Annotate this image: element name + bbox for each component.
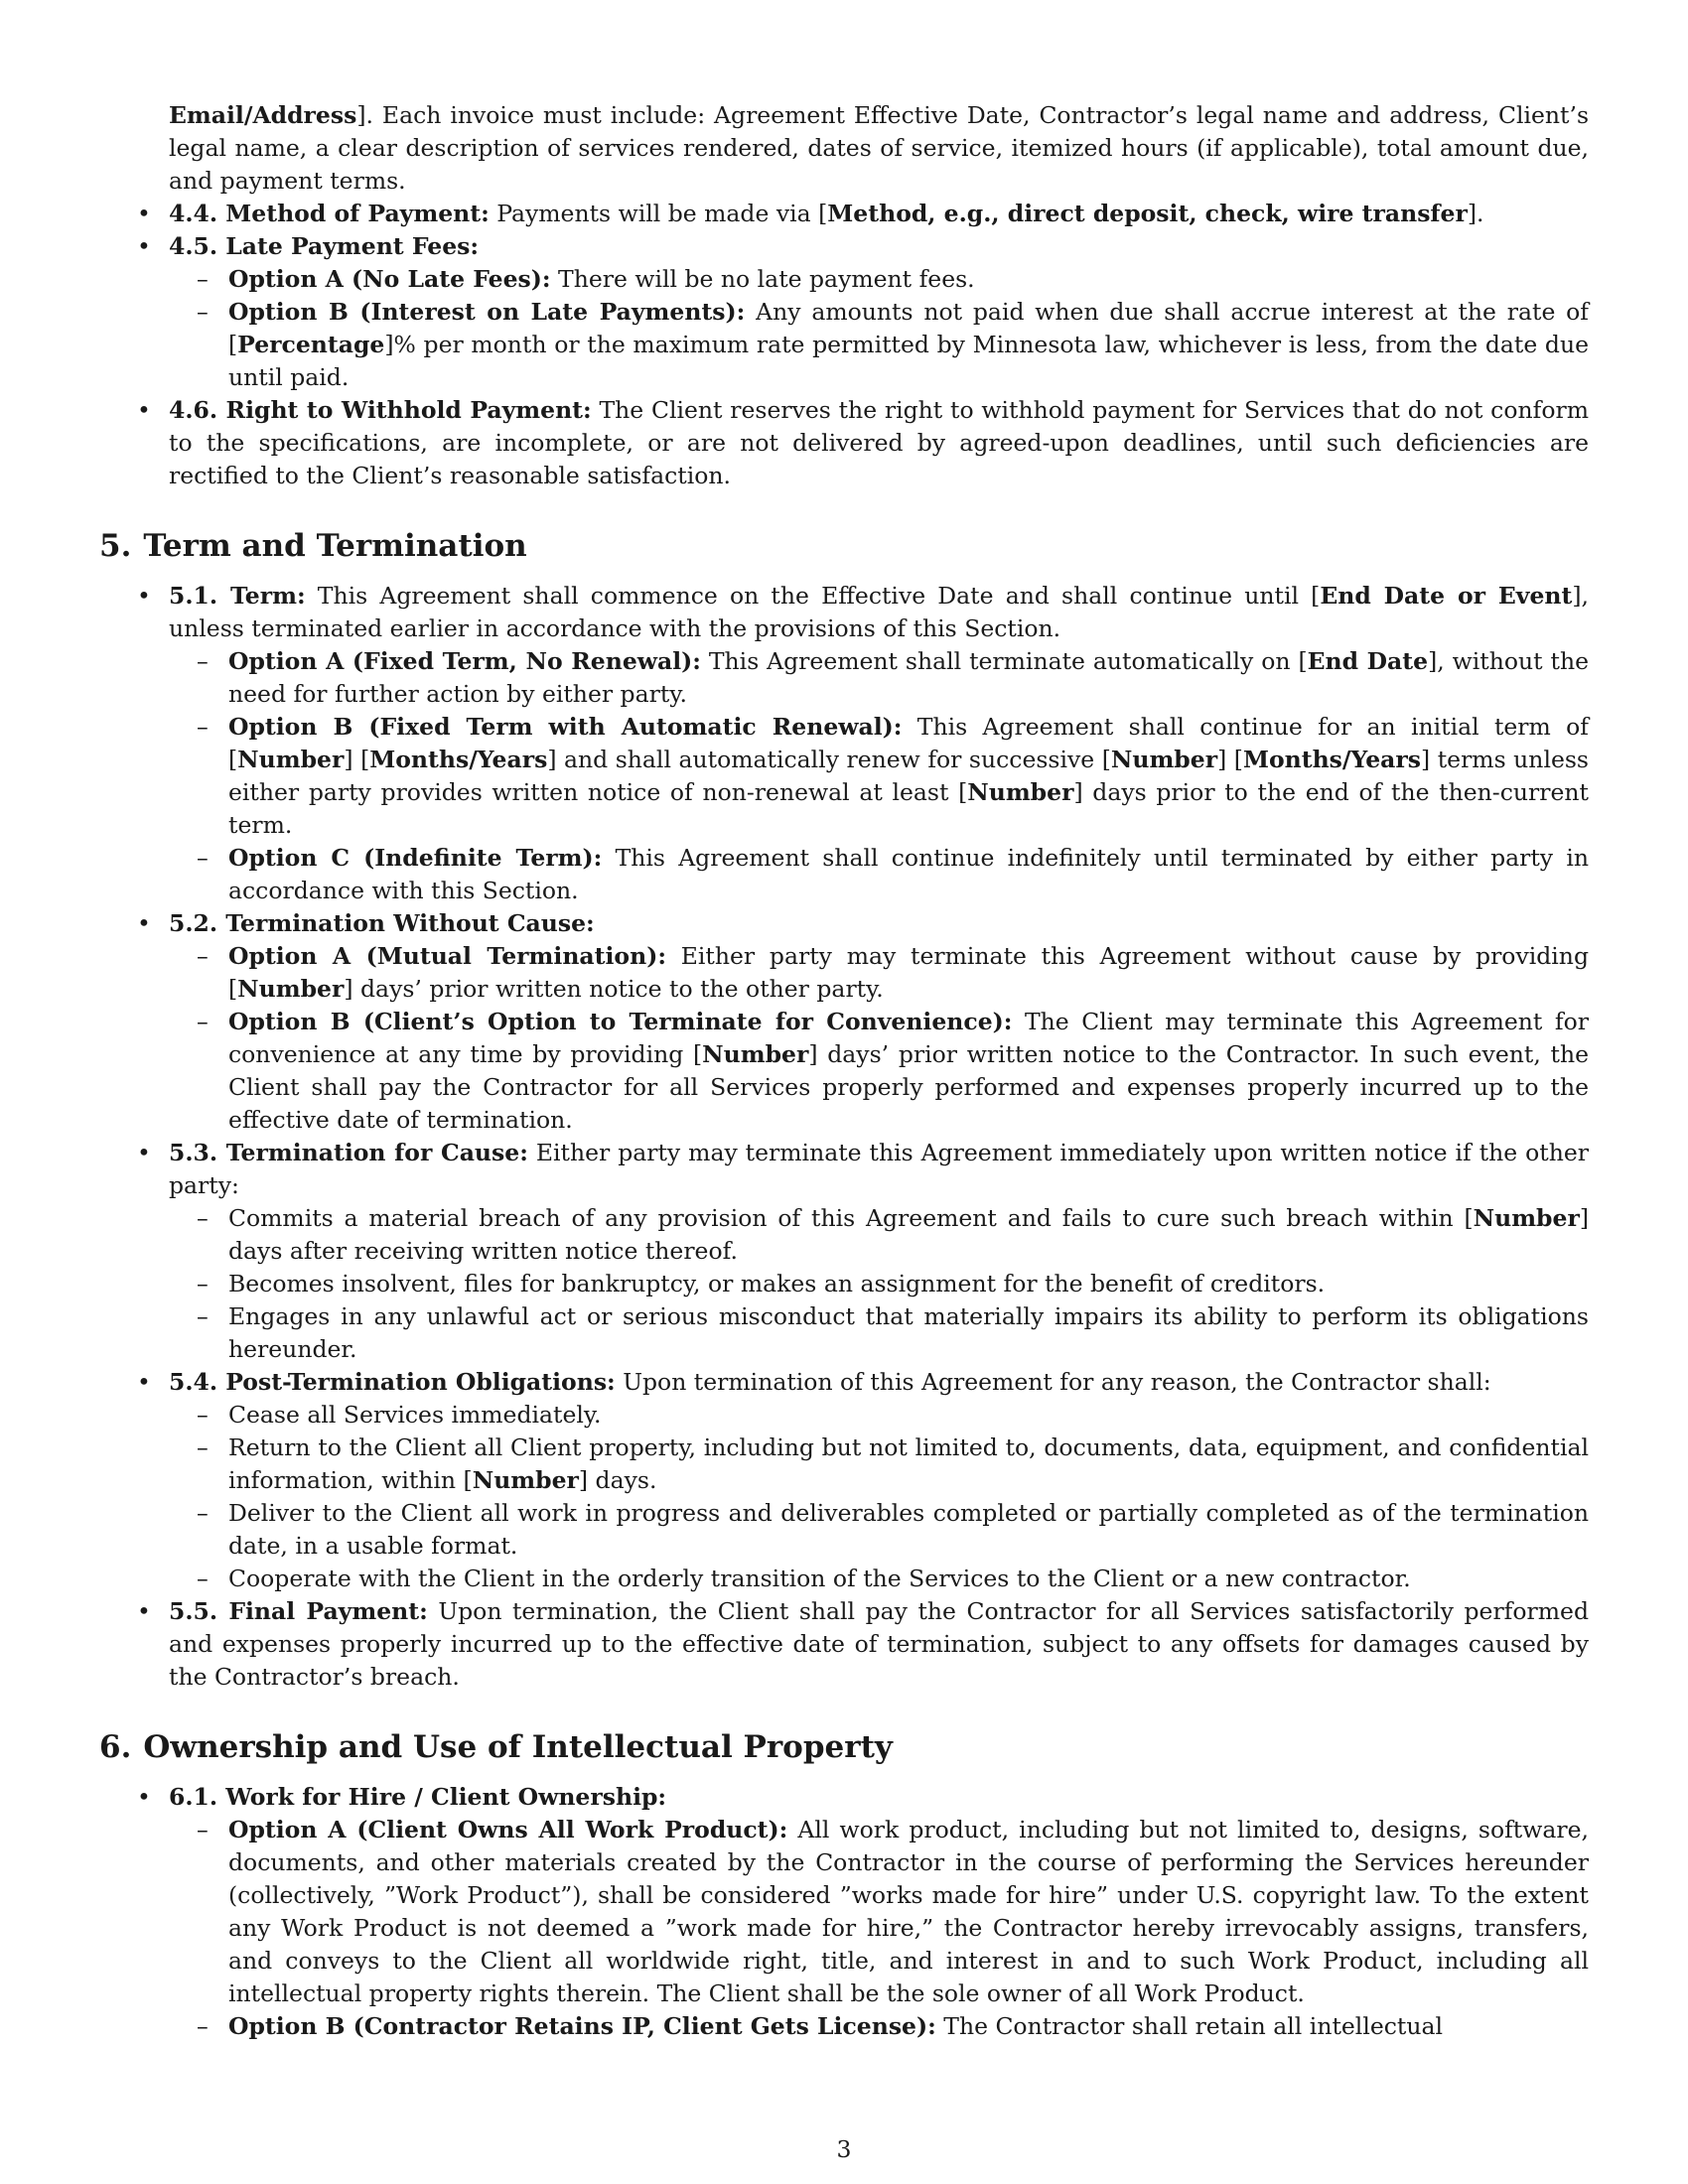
item-text: Commits a material breach of any provision of this Agreement and fails to cure such breach within [ [228, 1204, 1474, 1232]
clause-5-3 [99, 1137, 1589, 1202]
clause-4-5 [99, 230, 1589, 263]
number-placeholder: Number [702, 1040, 809, 1068]
option-text: This Agreement shall continue indefinitely until terminated by either party in accordance with this Section. [228, 844, 1589, 904]
option-label: Option C (Indefinite Term): [228, 844, 603, 872]
section-5-heading [99, 526, 1589, 566]
clause-5-1-option-a [99, 645, 1589, 711]
option-text: The Client may terminate this Agreement for convenience at any time by providing [ [228, 1008, 1589, 1068]
payment-method-placeholder: Method, e.g., direct deposit, check, wire transfer [827, 200, 1468, 227]
period-placeholder: Months/Years [369, 746, 548, 773]
clause-text: The Client reserves the right to withhold payment for Services that do not conform to the specifications, are incomplete, or are not delivered by agreed-upon deadlines, until such deficiencies are rectified to the Client’s reasonable satisfaction. [169, 396, 1589, 489]
option-text: This Agreement shall terminate automatically on [ [700, 647, 1308, 675]
item-text: Deliver to the Client all work in progress and deliverables completed or partially completed as of the termination date, in a usable format. [228, 1499, 1589, 1560]
section-number: 5. [99, 528, 132, 564]
clause-5-2-option-a [99, 940, 1589, 1006]
item-text: Becomes insolvent, files for bankruptcy, or makes an assignment for the benefit of creditors. [228, 1270, 1326, 1297]
bullet: • [137, 396, 151, 424]
option-text: ] terms unless either party provides written notice of non-renewal at least [ [228, 746, 1589, 806]
invoice-requirements-text: ]. Each invoice must include: Agreement Effective Date, Contractor’s legal name and address, Client’s legal name, a clear description of services rendered, dates of service, itemized hours (if applicable), total amount due, and payment terms. [169, 101, 1589, 195]
clause-6-1-option-a [99, 1814, 1589, 2010]
clause-text: This Agreement shall commence on the Effective Date and shall continue until [ [305, 582, 1321, 610]
number-placeholder: Number [472, 1466, 579, 1494]
option-text-tail: ] days prior to the end of the then-current term. [228, 778, 1589, 839]
dash: – [197, 1204, 209, 1232]
clause-5-4 [99, 1366, 1589, 1399]
option-text-tail: ], without the need for further action by either party. [228, 647, 1589, 708]
clause-5-2-option-b [99, 1006, 1589, 1137]
clause-6-1-option-b [99, 2010, 1589, 2043]
clause-5-3-item-3 [99, 1300, 1589, 1366]
option-text-tail: ]% per month or the maximum rate permitted by Minnesota law, whichever is less, from the date due until paid. [228, 331, 1589, 391]
percentage-placeholder: Percentage [237, 331, 385, 358]
bullet: • [137, 200, 151, 227]
option-label: Option B (Fixed Term with Automatic Renewal): [228, 713, 903, 741]
number-placeholder: Number [237, 975, 345, 1003]
dash: – [197, 298, 209, 326]
option-label: Option A (Fixed Term, No Renewal): [228, 647, 701, 675]
page-content [99, 99, 1589, 2043]
dash: – [197, 1433, 209, 1461]
option-text: All work product, including but not limited to, designs, software, documents, and other materials created by the Contractor in the course of performing the Services hereunder (collectively, ”Work Product”), shall be considered ”works made for hire” under U.S. copyright law. To the extent any Work Product is not deemed a ”work made for hire,” the Contractor hereby irrevocably assigns, transfers, and conveys to the Client all worldwide right, title, and interest in and to such Work Product, including all intellectual property rights therein. The Client shall be the sole owner of all Work Product. [228, 1816, 1589, 2007]
dash: – [197, 2012, 209, 2040]
option-label: Option B (Client’s Option to Terminate for Convenience): [228, 1008, 1013, 1035]
option-text-tail: ] days’ prior written notice to the other party. [344, 975, 884, 1003]
number-placeholder: Number [1110, 746, 1218, 773]
clause-4-4 [99, 198, 1589, 230]
bullet: • [137, 1783, 151, 1811]
bullet: • [137, 582, 151, 610]
option-text: ] [ [344, 746, 370, 773]
number-placeholder: Number [967, 778, 1074, 806]
bullet: • [137, 1368, 151, 1396]
option-text: There will be no late payment fees. [550, 265, 975, 293]
number-placeholder: Number [1473, 1204, 1580, 1232]
option-text: The Contractor shall retain all intellectual [935, 2012, 1444, 2040]
dash: – [197, 647, 209, 675]
clause-label: 5.1. Term: [169, 582, 306, 610]
clause-text: Either party may terminate this Agreement immediately upon written notice if the other party: [169, 1139, 1590, 1199]
clause-4-6 [99, 394, 1589, 492]
dash: – [197, 265, 209, 293]
option-text: Any amounts not paid when due shall accrue interest at the rate of [ [228, 298, 1589, 358]
dash: – [197, 1302, 209, 1330]
section-number: 6. [99, 1729, 132, 1765]
item-text: Cooperate with the Client in the orderly transition of the Services to the Client or a new contractor. [228, 1565, 1411, 1592]
dash: – [197, 1401, 209, 1429]
dash: – [197, 713, 209, 741]
option-label: Option B (Contractor Retains IP, Client Gets License): [228, 2012, 936, 2040]
page-number: 3 [836, 2135, 852, 2163]
section-6-heading [99, 1727, 1589, 1767]
section-title: Ownership and Use of Intellectual Property [143, 1729, 893, 1765]
clause-5-4-item-1 [99, 1399, 1589, 1432]
clause-4-5-option-a [99, 263, 1589, 296]
end-date-placeholder: End Date or Event [1320, 582, 1573, 610]
option-text: This Agreement shall continue for an initial term of [ [228, 713, 1589, 773]
option-label: Option A (No Late Fees): [228, 265, 551, 293]
clause-5-4-item-2 [99, 1432, 1589, 1497]
clause-6-1 [99, 1781, 1589, 1814]
clause-label: 4.4. Method of Payment: [169, 200, 490, 227]
end-date-placeholder: End Date [1307, 647, 1429, 675]
section-title: Term and Termination [143, 528, 527, 564]
item-text-tail: ] days. [578, 1466, 657, 1494]
dash: – [197, 1499, 209, 1527]
clause-label: 5.4. Post-Termination Obligations: [169, 1368, 616, 1396]
period-placeholder: Months/Years [1242, 746, 1422, 773]
clause-label: 6.1. Work for Hire / Client Ownership: [169, 1783, 667, 1811]
dash: – [197, 1565, 209, 1592]
clause-text: Payments will be made via [ [489, 200, 828, 227]
dash: – [197, 1270, 209, 1297]
clause-label: 5.3. Termination for Cause: [169, 1139, 528, 1166]
clause-5-3-item-2 [99, 1268, 1589, 1300]
clause-label: 5.2. Termination Without Cause: [169, 909, 595, 937]
clause-5-1-option-b [99, 711, 1589, 842]
invoice-email-placeholder: Email/Address [169, 101, 357, 129]
clause-5-5 [99, 1595, 1589, 1694]
option-text-tail: ] days’ prior written notice to the Contractor. In such event, the Client shall pay the Contractor for all Services properly performed and expenses properly incurred up to the effective date of termination. [228, 1040, 1589, 1134]
number-placeholder: Number [237, 746, 345, 773]
option-text: Either party may terminate this Agreement without cause by providing [ [228, 942, 1589, 1003]
item-text: Return to the Client all Client property, including but not limited to, documents, data, equipment, and confidential information, within [ [228, 1433, 1589, 1494]
dash: – [197, 942, 209, 970]
bullet: • [137, 232, 151, 260]
clause-5-4-item-3 [99, 1497, 1589, 1563]
invoice-continuation [99, 99, 1589, 198]
bullet: • [137, 909, 151, 937]
item-text: Engages in any unlawful act or serious misconduct that materially impairs its ability to perform its obligations hereunder. [228, 1302, 1589, 1363]
option-text: ] and shall automatically renew for successive [ [547, 746, 1111, 773]
dash: – [197, 1816, 209, 1843]
clause-5-3-item-1 [99, 1202, 1589, 1268]
clause-text: Upon termination of this Agreement for any reason, the Contractor shall: [615, 1368, 1491, 1396]
dash: – [197, 844, 209, 872]
option-text: ] [ [1217, 746, 1243, 773]
clause-5-2 [99, 907, 1589, 940]
bullet: • [137, 1597, 151, 1625]
option-label: Option B (Interest on Late Payments): [228, 298, 746, 326]
item-text-tail: ] days after receiving written notice thereof. [228, 1204, 1589, 1265]
dash: – [197, 1008, 209, 1035]
bullet: • [137, 1139, 151, 1166]
option-label: Option A (Mutual Termination): [228, 942, 666, 970]
item-text: Cease all Services immediately. [228, 1401, 602, 1429]
option-label: Option A (Client Owns All Work Product): [228, 1816, 788, 1843]
clause-4-5-option-b [99, 296, 1589, 394]
clause-5-4-item-4 [99, 1563, 1589, 1595]
clause-5-1 [99, 580, 1589, 645]
clause-label: 5.5. Final Payment: [169, 1597, 428, 1625]
clause-text-tail: ]. [1467, 200, 1484, 227]
clause-label: 4.5. Late Payment Fees: [169, 232, 480, 260]
clause-text-tail: ], unless terminated earlier in accordance with the provisions of this Section. [169, 582, 1589, 642]
clause-5-1-option-c [99, 842, 1589, 907]
clause-text: Upon termination, the Client shall pay the Contractor for all Services satisfactorily performed and expenses properly incurred up to the effective date of termination, subject to any offsets for damages caused by the Contractor’s breach. [169, 1597, 1589, 1691]
clause-label: 4.6. Right to Withhold Payment: [169, 396, 592, 424]
